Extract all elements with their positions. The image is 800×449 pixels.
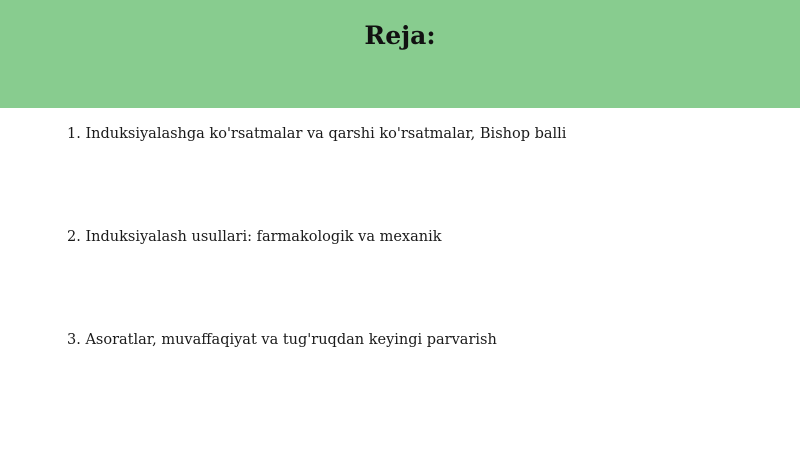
header-band [0, 0, 800, 108]
plan-item-2: 2. Induksiyalash usullari: farmakologik va mexanik [67, 229, 442, 245]
plan-item-1: 1. Induksiyalashga ko'rsatmalar va qarshi ko'rsatmalar, Bishop balli [67, 126, 567, 142]
slide-title: Reja: [364, 21, 436, 50]
plan-item-3: 3. Asoratlar, muvaffaqiyat va tug'ruqdan keyingi parvarish [67, 332, 497, 348]
